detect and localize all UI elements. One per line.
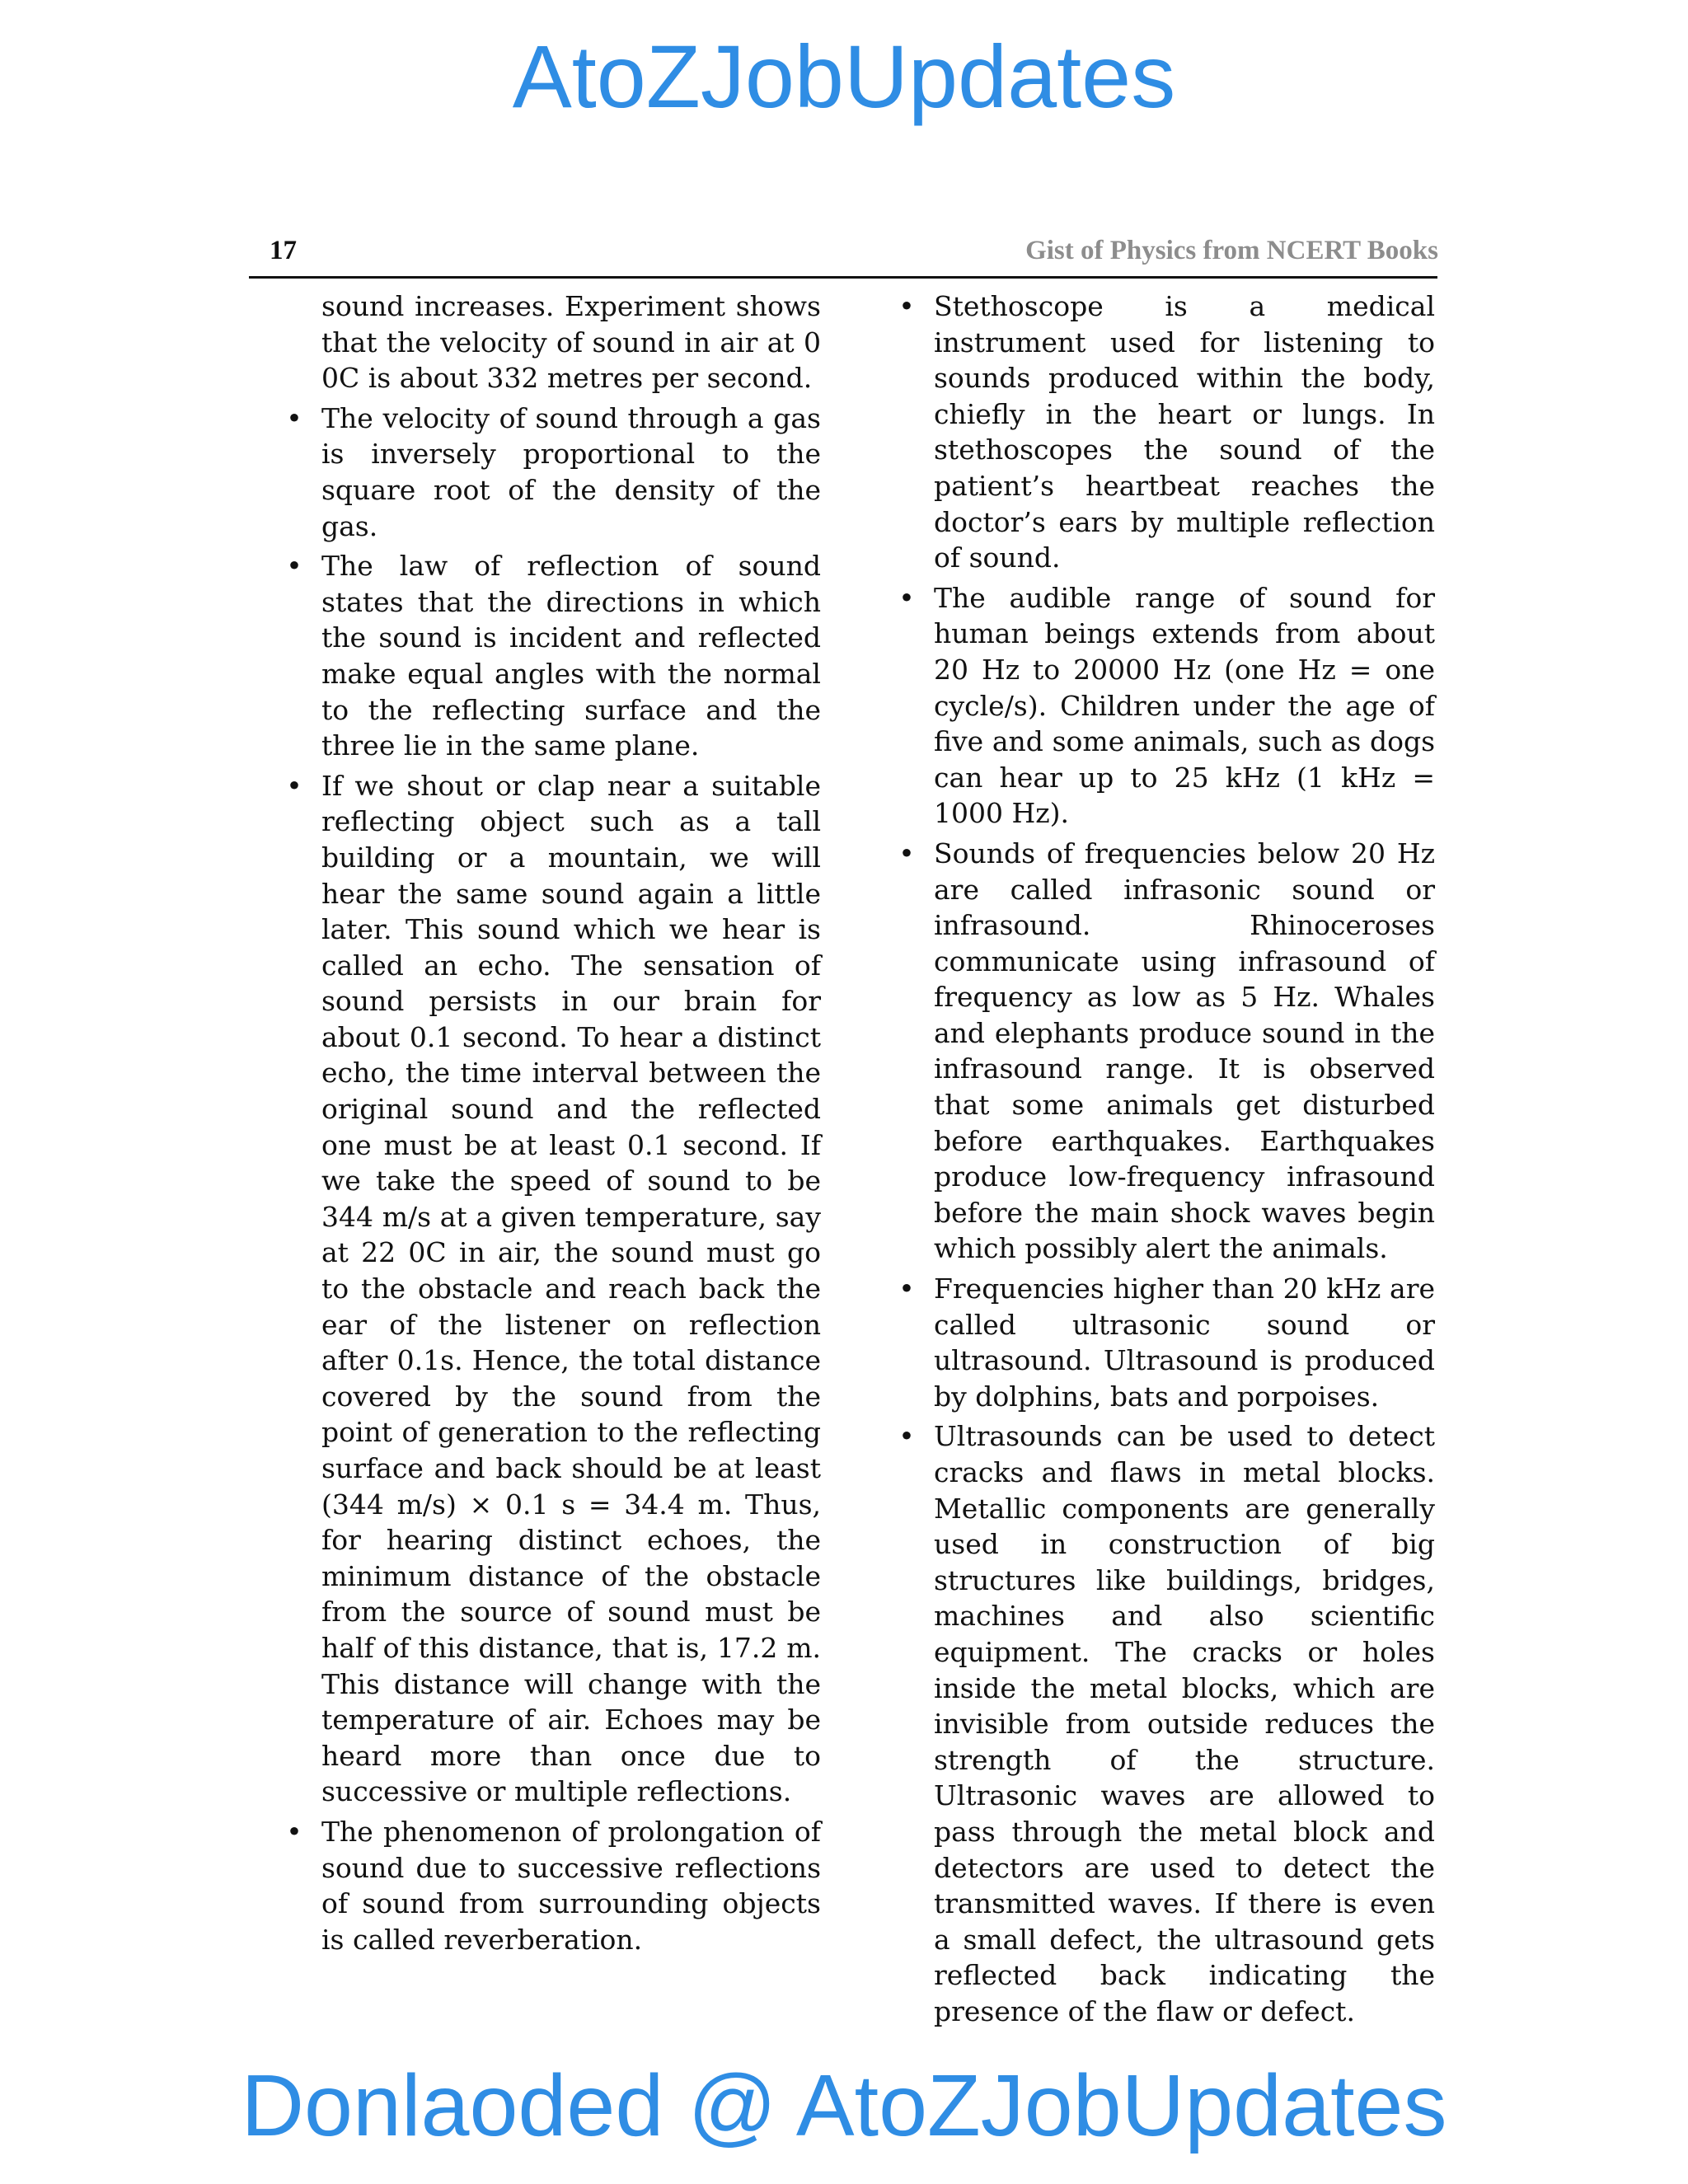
- bullet-text: The velocity of sound through a gas is inversely proportional to the square root of the density of the gas.: [321, 401, 821, 542]
- bullet-icon: •: [286, 401, 302, 434]
- bullet-text: Ultrasounds can be used to detect cracks and flaws in metal blocks. Metallic components are generally used in construction of big structures like buildings, bridges, machines and also scientific equipment. The cracks or holes inside the metal blocks, which are invisible from outside reduces the strength of the structure. Ultrasonic waves are allowed to pass through the metal block and detectors are used to detect the transmitted waves. If there is even a small defect, the ultrasound gets reflected back indicating the presence of the flaw or defect.: [934, 1420, 1435, 2027]
- bullet-item-ultrasound-defects: [898, 1418, 1435, 2029]
- bullet-icon: •: [286, 769, 302, 802]
- book-title: Gist of Physics from NCERT Books: [1025, 236, 1438, 265]
- bullet-icon: •: [286, 1815, 302, 1848]
- page-header: [251, 229, 1438, 272]
- bullet-text: If we shout or clap near a suitable reflecting object such as a tall building or a mountain, we will hear the same sound again a little later. This sound which we hear is called an echo. The sensation of sound persists in our brain for about 0.1 second. To hear a distinct echo, the time interval between the original sound and the reflected one must be at least 0.1 second. If we take the speed of sound to be 344 m/s at a given temperature, say at 22 0C in air, the sound must go to the obstacle and reach back the ear of the listener on reflection after 0.1s. Hence, the total distance covered by the sound from the point of generation to the reflecting surface and back should be at least (344 m/s) × 0.1 s = 34.4 m. Thus, for hearing distinct echoes, the minimum distance of the obstacle from the source of sound must be half of this distance, that is, 17.2 m. This distance will change with the temperature of air. Echoes may be heard more than once due to successive or multiple reflections.: [321, 769, 821, 1808]
- left-column: [286, 288, 821, 1961]
- bullet-text: The audible range of sound for human beings extends from about 20 Hz to 20000 Hz (one Hz = one cycle/s). Children under the age of five and some animals, such as dogs can hear up to 25 kHz (1 kHz = 1000 Hz).: [934, 581, 1435, 830]
- watermark-top: AtoZJobUpdates: [512, 26, 1176, 126]
- bullet-text: Sounds of frequencies below 20 Hz are called infrasonic sound or infrasound. Rhinoceroses communicate using infrasound of frequency as low as 5 Hz. Whales and elephants produce sound in the infrasound range. It is observed that some animals get disturbed before earthquakes. Earthquakes produce low-frequency infrasound before the main shock waves begin which possibly alert the animals.: [934, 837, 1435, 1265]
- bullet-icon: •: [898, 581, 915, 614]
- bullet-text: The law of reflection of sound states that the directions in which the sound is incident and reflected make equal angles with the normal to the reflecting surface and the three lie in the same plane.: [321, 550, 821, 762]
- right-column: [898, 288, 1435, 2034]
- bullet-item-infrasound: [898, 836, 1435, 1267]
- header-rule: [249, 276, 1437, 279]
- watermark-bottom: Donlaoded @ AtoZJobUpdates: [241, 2057, 1447, 2154]
- page-number: 17: [270, 236, 297, 265]
- bullet-item-law-of-reflection: [286, 548, 821, 764]
- bullet-icon: •: [898, 290, 915, 322]
- bullet-item-reverberation: [286, 1814, 821, 1957]
- bullet-item-echo: [286, 768, 821, 1810]
- bullet-text: Frequencies higher than 20 kHz are called ultrasonic sound or ultrasound. Ultrasound is produced by dolphins, bats and porpoises.: [934, 1272, 1435, 1413]
- bullet-icon: •: [898, 1272, 915, 1305]
- bullet-text: The phenomenon of prolongation of sound due to successive reflections of sound from surrounding objects is called reverberation.: [321, 1815, 821, 1956]
- bullet-item-audible-range: [898, 580, 1435, 832]
- bullet-icon: •: [898, 1420, 915, 1453]
- bullet-item-gas-density: [286, 401, 821, 544]
- bullet-icon: •: [286, 550, 302, 583]
- bullet-icon: •: [898, 837, 915, 869]
- bullet-item-ultrasound: [898, 1271, 1435, 1414]
- continuation-paragraph: sound increases. Experiment shows that the velocity of sound in air at 0 0C is about 332 metres per second.: [321, 290, 821, 395]
- bullet-text: Stethoscope is a medical instrument used for listening to sounds produced within the body, chiefly in the heart or lungs. In stethoscopes the sound of the patient’s heartbeat reaches the doctor’s ears by multiple reflection of sound.: [934, 290, 1435, 574]
- bullet-item-stethoscope: [898, 288, 1435, 576]
